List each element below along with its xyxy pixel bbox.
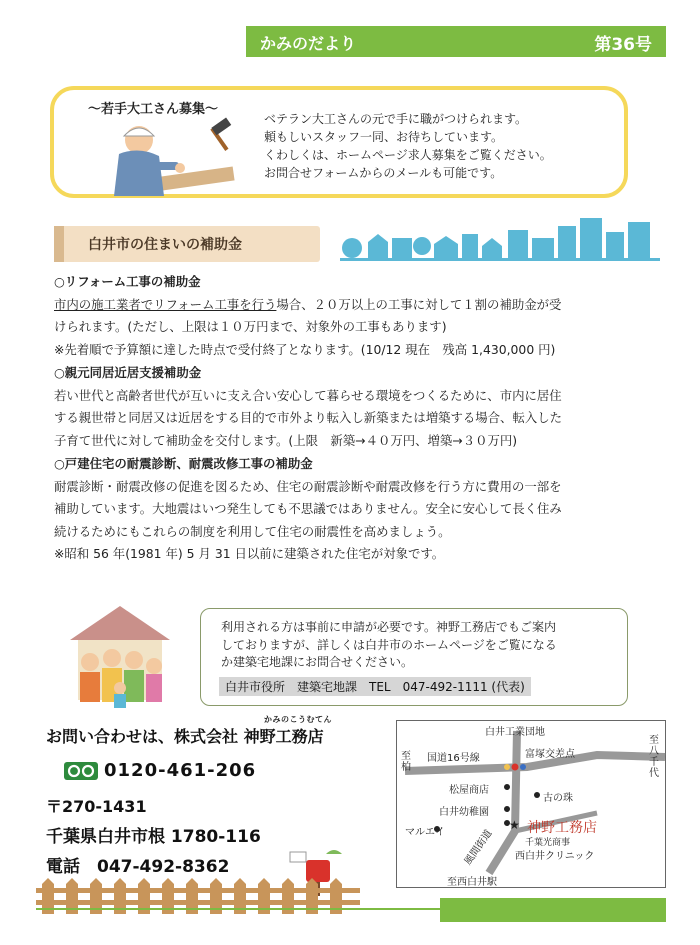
- reform-line-3: ※先着順で予算額に達した時点で受付終了となります。(10/12 現在 残高 1,430,000 円): [54, 341, 556, 357]
- map-label-chiba: 千葉光商事: [525, 838, 571, 848]
- recruit-text: [264, 110, 624, 182]
- parent-line-3: 子育て世代に対して補助金を交付します。(上限 新築→４０万円、増築→３０万円): [54, 432, 518, 448]
- section-title: 白井市の住まいの補助金: [88, 237, 242, 253]
- map-label-tomizuka: 富塚交差点: [525, 749, 575, 760]
- konotama-dot-icon: [534, 792, 540, 798]
- tomizuka-marker-icon: [512, 764, 519, 771]
- parent-heading: ○親元同居近居支援補助金: [54, 365, 202, 380]
- recruit-line: くわしくは、ホームページ求人募集をご覧ください。: [264, 148, 552, 162]
- quake-line-4: ※昭和 56 年(1981 年) 5 月 31 日以前に建築された住宅が対象です。: [54, 546, 445, 561]
- reform-heading: ○リフォーム工事の補助金: [54, 274, 201, 289]
- map-label-kashiwa: 至柏: [401, 751, 411, 773]
- access-map: [396, 720, 666, 888]
- carpenter-illustration: [94, 116, 244, 200]
- issue-number: 第36号: [594, 35, 652, 55]
- map-label-konotama: 古の珠: [543, 793, 573, 804]
- recruit-title: ～若手大工さん募集～: [88, 102, 219, 117]
- note-line: しておりますが、詳しくは白井市のホームページをご覧になる: [221, 637, 557, 652]
- family-house-illustration: [60, 600, 180, 710]
- quake-line-3: 続けるためにもこれらの制度を利用して住宅の耐震性を高めましょう。: [54, 523, 451, 539]
- reform-line-2: けられます。(ただし、上限は１０万円まで、対象外の工事もあります): [54, 319, 447, 334]
- section-banner: [54, 226, 320, 262]
- parent-line-2: する親世帯と同居又は近居をする目的で市外より転入し新築または増築する場合、転入した: [54, 410, 563, 425]
- company-phone: 電話 047-492-8362: [46, 857, 230, 877]
- header-bar: [246, 26, 666, 57]
- subsidy-body: [54, 270, 654, 566]
- recruit-line: お問合せフォームからのメールも可能です。: [264, 166, 503, 180]
- company-address: 千葉県白井市根 1780-116: [46, 827, 261, 847]
- parent-line-1: 若い世代と高齢者世代が互いに支え合い安心して暮らせる環境をつくるために、市内に居住: [54, 387, 562, 403]
- freedial-icon: [64, 762, 98, 780]
- freedial-row: [64, 760, 256, 781]
- quake-line-1: 耐震診断・耐震改修の促進を図るため、住宅の耐震診断や耐震改修を行う方に費用の一部を: [54, 478, 562, 494]
- recruit-line: 頼もしいスタッフ一同、お待ちしています。: [264, 130, 504, 144]
- recruit-line: ベテラン大工さんの元で手に職がつけられます。: [264, 112, 528, 126]
- newsletter-title: かみのだより: [260, 34, 357, 53]
- map-label-marue: マルエイ: [405, 827, 445, 838]
- kamino-star-icon: ★: [509, 818, 520, 832]
- postal-code: 〒270-1431: [46, 797, 147, 816]
- freedial-number: 0120-461-206: [104, 760, 257, 781]
- map-label-danchi: 白井工業団地: [485, 727, 545, 738]
- map-label-kaido: 風間街道: [462, 828, 495, 868]
- reform-line-1-rest: 場合、２０万以上の工事に対して１割の補助金が受: [276, 296, 562, 312]
- city-hall-contact: 白井市役所 建築宅地課 TEL 047-492-1111 (代表): [219, 677, 531, 696]
- quake-line-2: 補助しています。大地震はいつ発生しても不思議ではありません。安全に安心して長く住み: [54, 501, 562, 516]
- recruit-box: [50, 86, 628, 198]
- footer-block: [440, 898, 666, 922]
- quake-heading: ○戸建住宅の耐震診断、耐震改修工事の補助金: [54, 456, 313, 471]
- map-label-kamino: 神野工務店: [527, 820, 597, 836]
- note-line: か建築宅地課にお問合せください。: [221, 655, 414, 669]
- matsuya-dot-icon: [504, 784, 510, 790]
- townscape-illustration: [340, 208, 660, 266]
- map-label-route16: 国道16号線: [427, 753, 480, 764]
- company-ruby: かみのこうむてん: [264, 715, 332, 724]
- map-label-clinic: 西白井クリニック: [515, 851, 595, 862]
- note-box: [200, 608, 628, 706]
- note-text: [221, 619, 557, 672]
- kindergarten-dot-icon: [504, 806, 510, 812]
- reform-underlined: 市内の施工業者でリフォーム工事を行う: [54, 296, 277, 312]
- inquiry-heading: お問い合わせは、株式会社 神野工務店: [46, 727, 324, 746]
- reform-line-1: [54, 294, 654, 317]
- map-label-kindergarten: 白井幼稚園: [439, 807, 489, 818]
- map-label-station: 至西白井駅: [447, 877, 497, 888]
- map-label-yachiyo: 至八千代: [649, 735, 659, 779]
- note-line: 利用される方は事前に申請が必要です。神野工務店でもご案内: [221, 620, 557, 634]
- map-label-matsuya: 松屋商店: [449, 785, 489, 796]
